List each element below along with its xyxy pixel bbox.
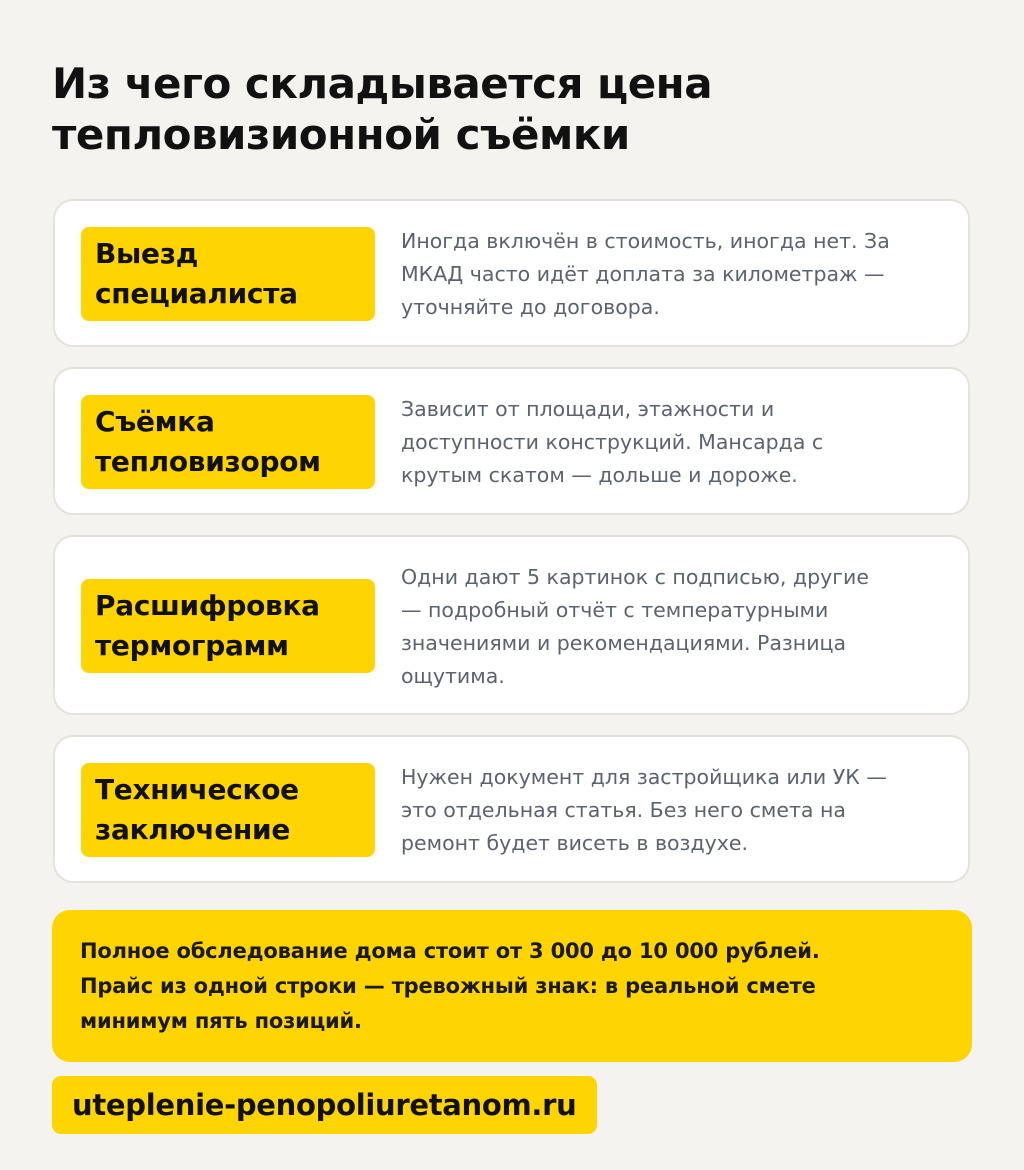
price-item-tag-line: заключение [95,813,291,846]
price-item-description [401,393,957,492]
price-item-description-line: — подробный отчёт с температурными [401,598,829,622]
website-url-badge: uteplenie-penopoliuretanom.ru [52,1076,597,1134]
price-item-description-line: Иногда включён в стоимость, иногда нет. За [401,229,890,253]
price-item-card [53,199,970,347]
price-item-tag [81,395,375,489]
price-item-tag-line: тепловизором [95,445,321,478]
page-title [52,58,952,160]
price-item-description-line: Зависит от площади, этажности и [401,397,775,421]
price-item-description-line: ощутима. [401,664,505,688]
price-item-card [53,367,970,515]
price-item-tag-line: Съёмка [95,405,215,438]
price-item-tag-line: Техническое [95,773,299,806]
price-summary-callout [52,910,972,1062]
price-summary-line: Прайс из одной строки — тревожный знак: в реальной смете [80,973,816,998]
price-item-tag [81,579,375,673]
price-item-description [401,561,957,693]
price-item-description-line: доступности конструкций. Мансарда с [401,430,824,454]
price-item-tag-line: Расшифровка [95,589,320,622]
price-item-description-line: МКАД часто идёт доплата за километраж — [401,262,885,286]
page-title-line: Из чего складывается цена [52,59,713,108]
price-item-description [401,225,957,324]
price-item-tag-line: термограмм [95,629,289,662]
price-item-description-line: Нужен документ для застройщика или УК — [401,765,887,789]
price-item-tag-line: специалиста [95,277,298,310]
price-item-tag-line: Выезд [95,237,199,270]
price-item-description-line: уточняйте до договора. [401,295,660,319]
price-item-description-line: Одни дают 5 картинок с подписью, другие [401,565,869,589]
price-item-description [401,761,957,860]
price-item-tag [81,763,375,857]
price-item-description-line: это отдельная статья. Без него смета на [401,798,846,822]
price-item-card [53,535,970,715]
price-summary-line: Полное обследование дома стоит от 3 000 до 10 000 рублей. [80,938,820,963]
price-item-description-line: крутым скатом — дольше и дороже. [401,463,798,487]
price-item-card [53,735,970,883]
page-title-line: тепловизионной съёмки [52,110,630,159]
price-item-description-line: ремонт будет висеть в воздухе. [401,831,749,855]
price-summary-line: минимум пять позиций. [80,1008,362,1033]
price-item-description-line: значениями и рекомендациями. Разница [401,631,847,655]
price-item-tag [81,227,375,321]
